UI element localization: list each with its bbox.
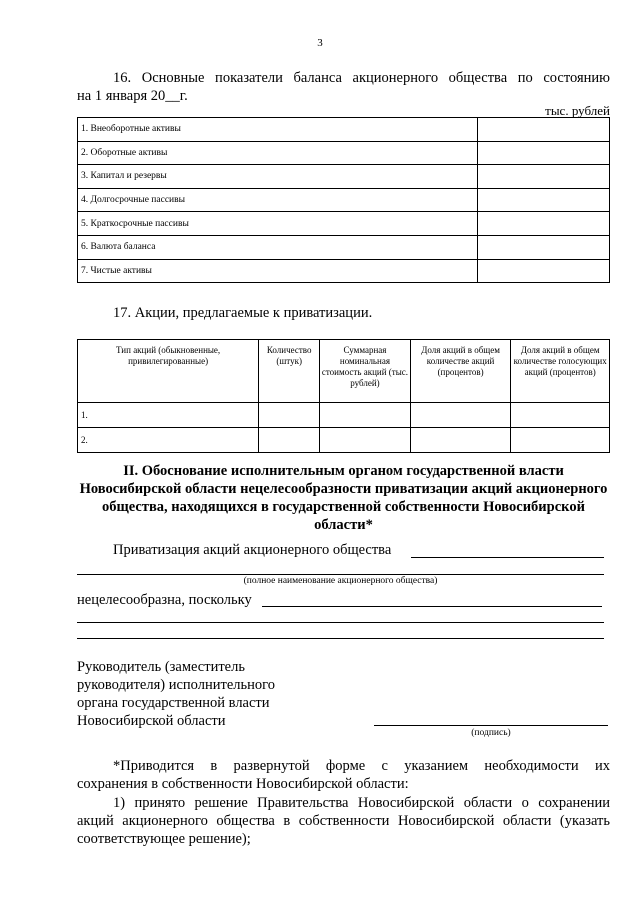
balance-indicator-label: 4. Долгосрочные пассивы xyxy=(78,188,478,212)
page-number: 3 xyxy=(317,37,323,49)
row-number: 2. xyxy=(78,428,259,453)
table-cell xyxy=(320,428,411,453)
table-row xyxy=(78,259,610,283)
balance-indicator-value xyxy=(478,259,610,283)
head-title-line-3: органа государственной власти xyxy=(77,695,270,711)
section17-heading: 17. Акции, предлагаемые к приватизации. xyxy=(113,305,373,321)
header-share-type: Тип акций (обыкновенные, привилегированные) xyxy=(78,340,259,403)
balance-indicator-value xyxy=(478,212,610,236)
reason-line-1 xyxy=(262,606,602,607)
reason-line-2 xyxy=(77,622,604,623)
balance-indicator-value xyxy=(478,118,610,142)
balance-indicator-label: 3. Капитал и резервы xyxy=(78,165,478,189)
section16-date-line: на 1 января 20__г. xyxy=(77,88,188,104)
signature-line xyxy=(374,725,608,726)
table-cell xyxy=(511,403,610,428)
table-cell xyxy=(410,428,511,453)
unit-label: тыс. рублей xyxy=(545,103,610,118)
table-cell xyxy=(320,403,411,428)
table-row xyxy=(78,165,610,189)
company-name-caption: (полное наименование акционерного общества) xyxy=(243,576,438,586)
shares-table-header xyxy=(78,340,610,403)
balance-indicator-label: 2. Оборотные активы xyxy=(78,141,478,165)
balance-indicator-value xyxy=(478,235,610,259)
table-cell xyxy=(511,428,610,453)
balance-indicator-value xyxy=(478,141,610,165)
table-row xyxy=(78,428,610,453)
table-cell xyxy=(259,428,320,453)
row-number: 1. xyxy=(78,403,259,428)
balance-indicator-label: 7. Чистые активы xyxy=(78,259,478,283)
balance-indicator-value xyxy=(478,165,610,189)
table-cell xyxy=(410,403,511,428)
signature-caption: (подпись) xyxy=(471,728,511,738)
header-nominal-value: Суммарная номинальная стоимость акций (тыс. рублей) xyxy=(320,340,411,403)
footnote-line-1: *Приводится в развернутой форме с указанием необходимости их xyxy=(113,758,610,774)
privatization-label: Приватизация акций акционерного общества xyxy=(113,542,392,558)
header-voting-share-percent: Доля акций в общем количестве голосующих акций (процентов) xyxy=(511,340,610,403)
balance-indicator-label: 1. Внеоборотные активы xyxy=(78,118,478,142)
header-share-percent: Доля акций в общем количестве акций (процентов) xyxy=(410,340,511,403)
table-row xyxy=(78,235,610,259)
item1-line-3: соответствующее решение); xyxy=(77,831,251,847)
table-cell xyxy=(259,403,320,428)
section16-heading: 16. Основные показатели баланса акционерного общества по состоянию xyxy=(113,70,610,86)
inexpedient-label: нецелесообразна, поскольку xyxy=(77,592,252,608)
balance-indicator-label: 5. Краткосрочные пассивы xyxy=(78,212,478,236)
header-quantity: Количество (штук) xyxy=(259,340,320,403)
table-row xyxy=(78,188,610,212)
reason-line-3 xyxy=(77,638,604,639)
section2-title: II. Обоснование исполнительным органом государственной власти Новосибирской области нецелесообразности приватизации акций акционерного общества, находящихся в государственной собственности Новосибирской области* xyxy=(79,463,608,533)
head-title-line-2: руководителя) исполнительного xyxy=(77,677,275,693)
item1-line-1: 1) принято решение Правительства Новосибирской области о сохранении xyxy=(113,795,610,811)
shares-table xyxy=(77,339,610,453)
table-row xyxy=(78,403,610,428)
table-row xyxy=(78,212,610,236)
company-name-line-2 xyxy=(77,574,604,575)
head-title-line-4: Новосибирской области xyxy=(77,713,226,729)
head-title-line-1: Руководитель (заместитель xyxy=(77,659,245,675)
balance-table xyxy=(77,117,610,283)
footnote-line-2: сохранения в собственности Новосибирской области: xyxy=(77,776,409,792)
item1-line-2: акций акционерного общества в собственности Новосибирской области (указать xyxy=(77,813,610,829)
balance-indicator-label: 6. Валюта баланса xyxy=(78,235,478,259)
table-row xyxy=(78,118,610,142)
company-name-line xyxy=(411,557,604,558)
balance-indicator-value xyxy=(478,188,610,212)
table-row xyxy=(78,141,610,165)
